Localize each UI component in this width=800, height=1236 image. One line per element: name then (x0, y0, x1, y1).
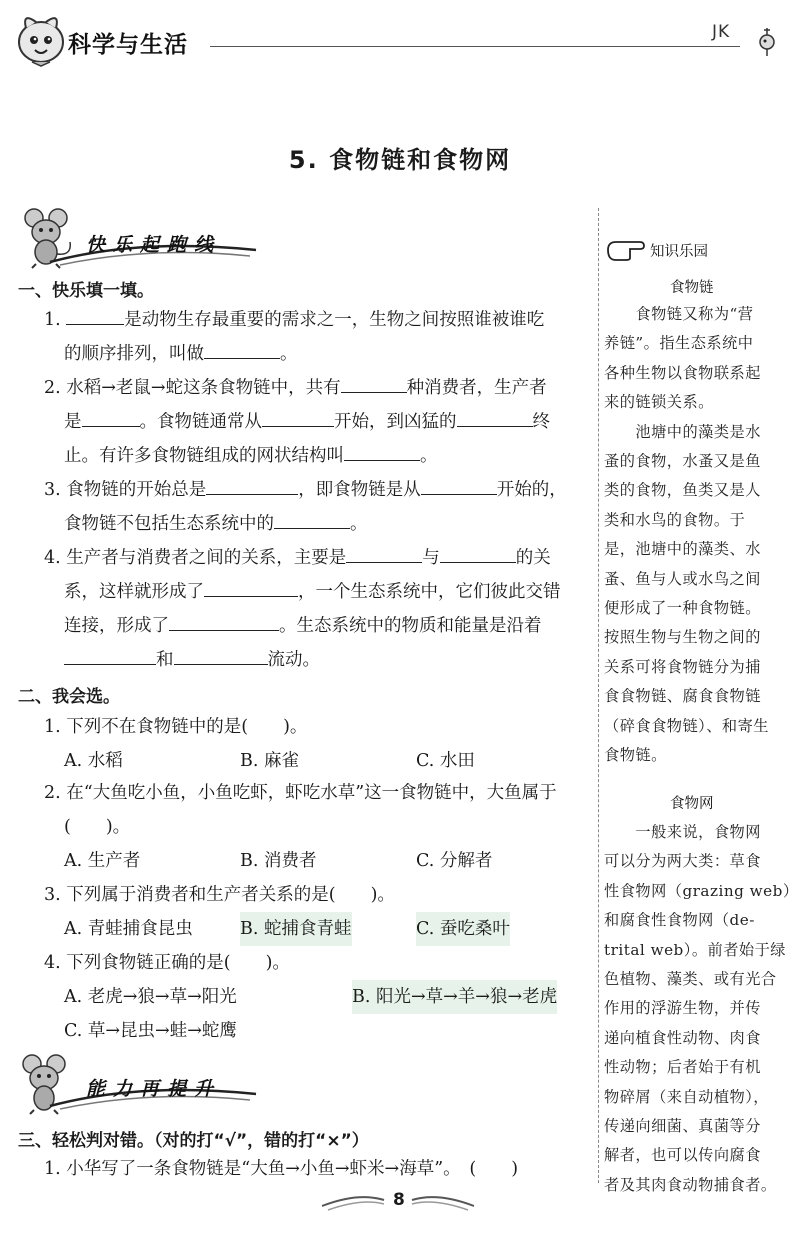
section1-title: 一、快乐填一填。 (18, 281, 154, 301)
q-text: ，即食物链是从 (298, 480, 421, 500)
sidebar-line: 养链”。指生态系统中 (604, 334, 754, 353)
s1-q3-line1 (44, 473, 567, 507)
mascot-logo-icon (10, 8, 72, 70)
s1-q3-line2 (64, 507, 368, 541)
lesson-title: 5. 食物链和食物网 (288, 146, 512, 174)
s2-q4-opt-c[interactable]: C. 草→昆虫→蛙→蛇鹰 (64, 1021, 237, 1041)
page-number: 8 (393, 1190, 405, 1210)
q-text: 开始，到凶猛的 (334, 412, 457, 432)
q-text: 是 (64, 412, 82, 432)
answer-blank[interactable] (206, 474, 298, 495)
q-text: ，一个生态系统中，它们彼此交错 (298, 582, 561, 602)
food-chain-title: 食物链 (670, 280, 714, 296)
sidebar-line: 食物链又称为“营 (604, 305, 754, 323)
sidebar-line: 者及其肉食动物捕食者。 (604, 1175, 777, 1194)
q-text: 的顺序排列，叫做 (64, 344, 204, 364)
sidebar-line: 按照生物与生物之间的 (604, 628, 761, 647)
header-title: 科学与生活 (68, 32, 188, 58)
answer-blank[interactable] (421, 474, 497, 495)
header-rule (210, 46, 740, 47)
s1-q1-line1 (44, 303, 544, 337)
answer-blank[interactable] (346, 542, 422, 563)
pointing-hand-icon (606, 236, 646, 262)
answer-blank[interactable] (457, 406, 533, 427)
sidebar-line: 便形成了一种食物链。 (604, 599, 761, 618)
s1-q2-line3 (64, 439, 438, 473)
sidebar-line: 传递向细菌、真菌等分 (604, 1117, 761, 1136)
banner-advance-text: 能力再提升 (86, 1078, 222, 1100)
q-text: 4. 生产者与消费者之间的关系，主要是 (44, 548, 347, 568)
s2-q2-opt-a[interactable]: A. 生产者 (64, 851, 141, 871)
food-web-text (604, 818, 799, 1200)
s2-q4-opt-b[interactable]: B. 阳光→草→羊→狼→老虎 (352, 980, 557, 1014)
s2-q2-opt-b[interactable]: B. 消费者 (240, 851, 317, 871)
answer-blank[interactable] (169, 610, 279, 631)
sidebar-line: 物碎屑（来自动植物）， (604, 1087, 769, 1106)
q-text: 。 (350, 514, 368, 534)
section3-title: 三、轻松判对错。（对的打“√”，错的打“×”） (18, 1131, 369, 1151)
sidebar-line: 作用的浮游生物，并传 (604, 999, 761, 1018)
s1-q4-line3 (64, 609, 542, 643)
section2-title: 二、我会选。 (18, 687, 120, 707)
sidebar-line: 性食物网（grazing web） (604, 881, 799, 900)
sidebar-line: 关系可将食物链分为捕 (604, 657, 761, 676)
s1-q4-line4 (64, 643, 320, 677)
q-text: 系，这样就形成了 (64, 582, 204, 602)
s2-q1-opt-a[interactable]: A. 水稻 (64, 751, 123, 771)
q-text: 。生态系统中的物质和能量是沿着 (279, 616, 542, 636)
food-chain-text (604, 300, 794, 771)
q-text: 种消费者，生产者 (406, 378, 547, 398)
sidebar-line: 性动物；后者始于有机 (604, 1058, 761, 1077)
sidebar-line: 食物链。 (604, 746, 667, 765)
q-text: 2. 水稻→老鼠→蛇这条食物链中，共有 (44, 378, 341, 398)
sidebar-line: 是，池塘中的藻类、水 (604, 540, 761, 559)
s2-q3-stem: 3. 下列属于消费者和生产者关系的是( )。 (44, 885, 395, 905)
small-bird-icon (752, 24, 782, 58)
sidebar-line: 可以分为两大类：草食 (604, 852, 761, 871)
sidebar-line: 递向植食性动物、肉食 (604, 1028, 761, 1047)
sidebar-line: 类的食物，鱼类又是人 (604, 481, 761, 500)
s2-q2-stem2: ( )。 (64, 817, 131, 837)
s1-q4-line1 (44, 541, 551, 575)
sidebar-line: 食食物链、腐食食物链 (604, 687, 761, 706)
q-text: 食物链不包括生态系统中的 (64, 514, 274, 534)
sidebar-line: 类和水鸟的食物。于 (604, 510, 746, 529)
q-text: 开始的， (496, 480, 567, 500)
column-divider (598, 208, 599, 1183)
q-text: 是动物生存最重要的需求之一，生物之间按照谁被谁吃 (124, 310, 545, 330)
answer-blank[interactable] (344, 440, 420, 461)
banner-start-text: 快乐起跑线 (86, 234, 222, 256)
s1-q4-line2 (64, 575, 561, 609)
s2-q1-opt-b[interactable]: B. 麻雀 (240, 751, 299, 771)
sidebar-line: 一般来说，食物网 (604, 823, 761, 841)
sidebar-line: 色植物、藻类、或有光合 (604, 970, 777, 989)
sidebar-line: trital web）。前者始于绿 (604, 940, 786, 959)
q-text: 。食物链通常从 (139, 412, 262, 432)
sidebar-line: 和腐食性食物网（de- (604, 911, 755, 930)
s1-q2-line2 (64, 405, 550, 439)
q-text: 与 (422, 548, 440, 568)
sidebar-line: 蚤、鱼与人或水鸟之间 (604, 569, 761, 588)
q-text: 和 (156, 650, 174, 670)
q-text: 3. 食物链的开始总是 (44, 480, 207, 500)
q-text: 流动。 (267, 650, 320, 670)
s1-q2-line1 (44, 371, 547, 405)
answer-blank[interactable] (262, 406, 334, 427)
s2-q3-opt-a[interactable]: A. 青蛙捕食昆虫 (64, 919, 193, 939)
s2-q3-opt-c[interactable]: C. 蚕吃桑叶 (416, 912, 510, 946)
q-text: 终 (532, 412, 550, 432)
q-number: 1. (44, 310, 61, 330)
s2-q2-opt-c[interactable]: C. 分解者 (416, 851, 493, 871)
answer-blank[interactable] (274, 508, 350, 529)
answer-blank[interactable] (341, 372, 407, 393)
q-text: 。 (280, 344, 298, 364)
sidebar-line: 各种生物以食物联系起 (604, 363, 761, 382)
sidebar-line: 解者，也可以传向腐食 (604, 1146, 761, 1165)
q-text: 。 (420, 446, 438, 466)
answer-blank[interactable] (174, 644, 268, 665)
q-text: 止。有许多食物链组成的网状结构叫 (64, 446, 344, 466)
answer-blank[interactable] (66, 304, 124, 325)
header-code: JK (712, 22, 731, 42)
answer-blank[interactable] (82, 406, 140, 427)
s2-q4-stem: 4. 下列食物链正确的是( )。 (44, 953, 290, 973)
s1-q1-line2 (64, 337, 298, 371)
q-text: 连接，形成了 (64, 616, 169, 636)
sidebar-line: 池塘中的藻类是水 (604, 422, 761, 441)
s2-q4-opt-a[interactable]: A. 老虎→狼→草→阳光 (64, 987, 237, 1007)
q-text: 的关 (515, 548, 551, 568)
answer-blank[interactable] (204, 338, 280, 359)
sidebar-heading: 知识乐园 (650, 244, 708, 260)
food-web-title: 食物网 (670, 796, 714, 812)
answer-blank[interactable] (204, 576, 298, 597)
s2-q2-stem1: 2. 在“大鱼吃小鱼，小鱼吃虾，虾吃水草”这一食物链中，大鱼属于 (44, 783, 557, 803)
s2-q1-stem: 1. 下列不在食物链中的是( )。 (44, 717, 308, 737)
sidebar-line: （碎食食物链）、和寄生 (604, 716, 769, 735)
answer-blank[interactable] (440, 542, 516, 563)
s2-q3-opt-b[interactable]: B. 蛇捕食青蛙 (240, 912, 352, 946)
answer-blank[interactable] (64, 644, 156, 665)
s2-q1-opt-c[interactable]: C. 水田 (416, 751, 475, 771)
sidebar-line: 蚤的食物，水蚤又是鱼 (604, 452, 761, 471)
s3-q1: 1. 小华写了一条食物链是“大鱼→小鱼→虾米→海草”。 ( ) (44, 1159, 519, 1179)
sidebar-line: 来的链锁关系。 (604, 393, 714, 412)
